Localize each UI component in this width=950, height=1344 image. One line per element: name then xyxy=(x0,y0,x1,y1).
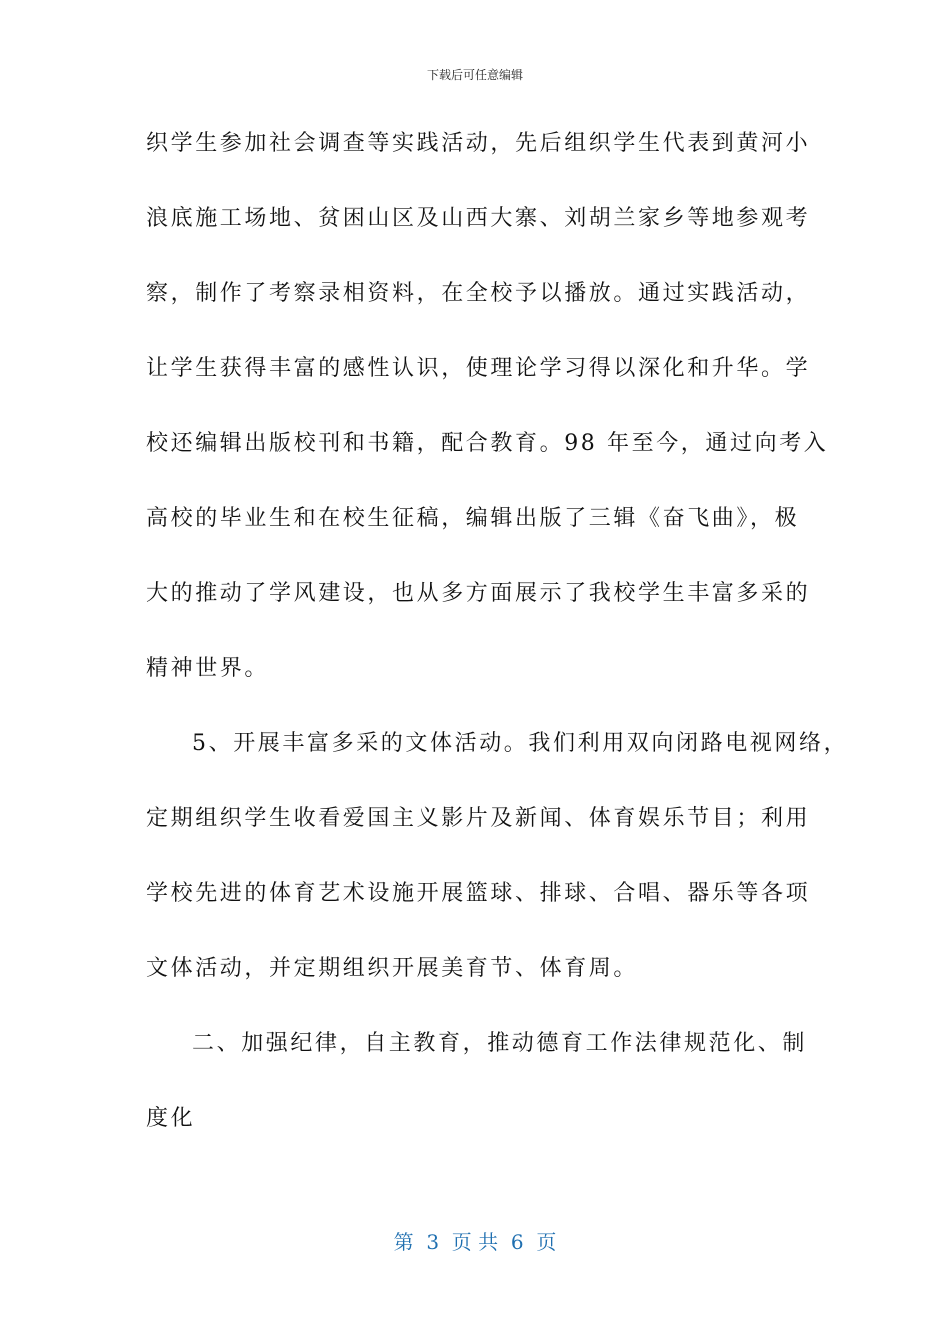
section-heading-line: 二、加强纪律，自主教育，推动德育工作法律规范化、制 xyxy=(192,1031,808,1056)
page-number-footer: 第 3 页 共 6 页 xyxy=(393,1230,557,1254)
paragraph-line: 定期组织学生收看爱国主义影片及新闻、体育娱乐节目；利用 xyxy=(146,806,811,831)
paragraph-line: 大的推动了学风建设，也从多方面展示了我校学生丰富多采的 xyxy=(146,581,811,606)
paragraph-line: 让学生获得丰富的感性认识，使理论学习得以深化和升华。学 xyxy=(146,356,811,381)
paragraph-line: 文体活动，并定期组织开展美育节、体育周。 xyxy=(146,956,639,981)
paragraph-line: 精神世界。 xyxy=(146,656,270,681)
paragraph-line: 织学生参加社会调查等实践活动，先后组织学生代表到黄河小 xyxy=(146,131,811,156)
paragraph-line: 察，制作了考察录相资料，在全校予以播放。通过实践活动， xyxy=(146,281,811,306)
paragraph-line: 浪底施工场地、贫困山区及山西大寨、刘胡兰家乡等地参观考 xyxy=(146,206,811,231)
paragraph-line: 学校先进的体育艺术设施开展篮球、排球、合唱、器乐等各项 xyxy=(146,881,811,906)
section-heading-line: 度化 xyxy=(146,1106,196,1131)
paragraph-line: 5、开展丰富多采的文体活动。我们利用双向闭路电视网络， xyxy=(192,731,849,756)
page-header-note: 下载后可任意编辑 xyxy=(426,68,523,82)
paragraph-line: 校还编辑出版校刊和书籍，配合教育。98 年至今，通过向考入 xyxy=(146,431,829,456)
paragraph-line: 高校的毕业生和在校生征稿，编辑出版了三辑《奋飞曲》，极 xyxy=(146,506,800,531)
